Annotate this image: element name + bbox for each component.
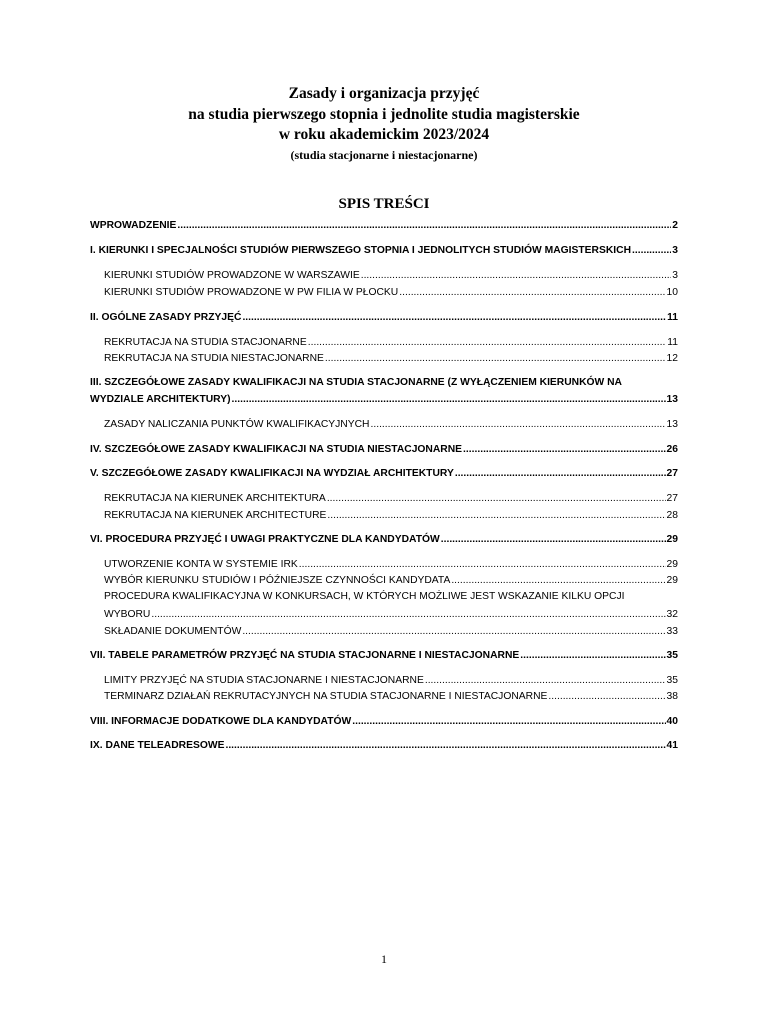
toc-heading: SPIS TREŚCI xyxy=(338,196,430,212)
toc-entry-page: 27 xyxy=(666,493,678,504)
toc-leader-dots xyxy=(463,443,665,457)
toc-entry-rekrutacja-stacjonarne[interactable] xyxy=(104,336,678,350)
toc-entry-text: REKRUTACJA NA KIERUNEK ARCHITECTURE xyxy=(104,510,327,521)
toc-entry-page: 29 xyxy=(666,534,678,545)
toc-entry-procedura-line-1: PROCEDURA KWALIFIKACYJNA W KONKURSACH, W KTÓRYCH MOŻLIWE JEST WSKAZANIE KILKU OPCJI xyxy=(104,591,625,602)
toc-entry-rekrutacja-architektura[interactable] xyxy=(104,492,678,506)
toc-leader-dots xyxy=(327,492,666,506)
toc-entry-section-8[interactable] xyxy=(90,715,678,729)
toc-entry-text: WYBORU xyxy=(104,609,151,620)
toc-entry-text: I. KIERUNKI I SPECJALNOŚCI STUDIÓW PIERWSZEGO STOPNIA I JEDNOLITYCH STUDIÓW MAGISTERSKICH xyxy=(90,245,632,256)
toc-leader-dots xyxy=(455,467,666,481)
toc-entry-kierunki-plock[interactable] xyxy=(104,286,678,300)
document-title-line-2: na studia pierwszego stopnia i jednolite studia magisterskie xyxy=(188,105,580,123)
toc-entry-skladanie-dokumentow[interactable] xyxy=(104,625,678,639)
toc-entry-page: 12 xyxy=(666,353,678,364)
toc-entry-text: V. SZCZEGÓŁOWE ZASADY KWALIFIKACJI NA WYDZIAŁ ARCHITEKTURY xyxy=(90,468,454,479)
toc-entry-section-1[interactable] xyxy=(90,244,678,258)
toc-entry-section-6[interactable] xyxy=(90,533,678,547)
toc-entry-text: UTWORZENIE KONTA W SYSTEMIE IRK xyxy=(104,559,298,570)
toc-entry-text: IX. DANE TELEADRESOWE xyxy=(90,740,225,751)
document-title-line-3: w roku akademickim 2023/2024 xyxy=(278,126,490,143)
toc-entry-page: 35 xyxy=(666,675,678,686)
toc-entry-section-7[interactable] xyxy=(90,649,678,663)
toc-leader-dots xyxy=(425,674,666,688)
toc-entry-page: 13 xyxy=(666,419,678,430)
toc-entry-section-5[interactable] xyxy=(90,467,678,481)
toc-leader-dots xyxy=(327,509,665,523)
toc-leader-dots xyxy=(151,608,665,622)
toc-entry-page: 26 xyxy=(666,444,678,455)
toc-entry-wybor-kierunku[interactable] xyxy=(104,574,678,588)
toc-entry-text: REKRUTACJA NA STUDIA STACJONARNE xyxy=(104,337,307,348)
toc-entry-section-9[interactable] xyxy=(90,739,678,753)
toc-entry-page: 40 xyxy=(666,716,678,727)
toc-entry-text: REKRUTACJA NA STUDIA NIESTACJONARNE xyxy=(104,353,324,364)
toc-entry-text: SKŁADANIE DOKUMENTÓW xyxy=(104,626,242,637)
toc-entry-kierunki-warszawa[interactable] xyxy=(104,269,678,283)
toc-entry-page: 13 xyxy=(666,394,678,405)
toc-entry-text: VIII. INFORMACJE DODATKOWE DLA KANDYDATÓW xyxy=(90,716,352,727)
toc-entry-page: 3 xyxy=(672,245,678,256)
toc-entry-page: 11 xyxy=(667,312,678,323)
toc-entry-page: 29 xyxy=(666,559,678,570)
toc-entry-text: LIMITY PRZYJĘĆ NA STUDIA STACJONARNE I NIESTACJONARNE xyxy=(104,675,424,686)
toc-leader-dots xyxy=(308,336,667,350)
toc-leader-dots xyxy=(325,352,666,366)
toc-leader-dots xyxy=(548,690,665,704)
toc-leader-dots xyxy=(299,558,666,572)
document-title-line-1: Zasady i organizacja przyjęć xyxy=(288,85,480,102)
toc-entry-page: 41 xyxy=(666,740,678,751)
toc-leader-dots xyxy=(451,574,665,588)
toc-entry-page: 35 xyxy=(666,650,678,661)
toc-entry-text: ZASADY NALICZANIA PUNKTÓW KWALIFIKACYJNYCH xyxy=(104,419,370,430)
toc-entry-text: II. OGÓLNE ZASADY PRZYJĘĆ xyxy=(90,312,242,323)
toc-entry-text: VII. TABELE PARAMETRÓW PRZYJĘĆ NA STUDIA STACJONARNE I NIESTACJONARNE xyxy=(90,650,520,661)
toc-leader-dots xyxy=(177,219,671,233)
toc-entry-utworzenie-konta[interactable] xyxy=(104,558,678,572)
toc-entry-zasady-naliczania[interactable] xyxy=(104,418,678,432)
toc-entry-section-4[interactable] xyxy=(90,443,678,457)
toc-entry-text: WPROWADZENIE xyxy=(90,220,177,231)
document-subtitle: (studia stacjonarne i niestacjonarne) xyxy=(290,147,478,162)
toc-entry-text: VI. PROCEDURA PRZYJĘĆ I UWAGI PRAKTYCZNE DLA KANDYDATÓW xyxy=(90,534,440,545)
toc-leader-dots xyxy=(441,533,666,547)
toc-leader-dots xyxy=(370,418,665,432)
toc-entry-text: KIERUNKI STUDIÓW PROWADZONE W WARSZAWIE xyxy=(104,270,360,281)
toc-entry-rekrutacja-architecture[interactable] xyxy=(104,509,678,523)
toc-entry-section-3-line-1: III. SZCZEGÓŁOWE ZASADY KWALIFIKACJI NA STUDIA STACJONARNE (Z WYŁĄCZENIEM KIERUNKÓW NA xyxy=(90,377,622,388)
toc-entry-wprowadzenie[interactable] xyxy=(90,219,678,233)
toc-leader-dots xyxy=(242,625,665,639)
toc-entry-page: 33 xyxy=(666,626,678,637)
toc-entry-limity-przyjec[interactable] xyxy=(104,674,678,688)
toc-entry-text: TERMINARZ DZIAŁAŃ REKRUTACYJNYCH NA STUDIA STACJONARNE I NIESTACJONARNE xyxy=(104,691,548,702)
page-number: 1 xyxy=(381,952,387,966)
toc-entry-page: 32 xyxy=(666,609,678,620)
toc-leader-dots xyxy=(632,244,671,258)
toc-entry-page: 10 xyxy=(666,287,678,298)
toc-leader-dots xyxy=(225,739,665,753)
toc-entry-page: 38 xyxy=(666,691,678,702)
toc-entry-page: 11 xyxy=(667,337,678,348)
toc-entry-section-3[interactable] xyxy=(90,393,678,407)
toc-leader-dots xyxy=(242,311,666,325)
toc-entry-section-2[interactable] xyxy=(90,311,678,325)
toc-entry-text: WYBÓR KIERUNKU STUDIÓW I PÓŹNIEJSZE CZYNNOŚCI KANDYDATA xyxy=(104,575,451,586)
toc-entry-rekrutacja-niestacjonarne[interactable] xyxy=(104,352,678,366)
toc-leader-dots xyxy=(361,269,672,283)
toc-entry-page: 3 xyxy=(672,270,678,281)
toc-entry-page: 29 xyxy=(666,575,678,586)
toc-entry-page: 2 xyxy=(672,220,678,231)
toc-entry-text: KIERUNKI STUDIÓW PROWADZONE W PW FILIA W PŁOCKU xyxy=(104,287,399,298)
toc-leader-dots xyxy=(232,393,666,407)
toc-entry-terminarz[interactable] xyxy=(104,690,678,704)
toc-leader-dots xyxy=(399,286,665,300)
toc-leader-dots xyxy=(352,715,665,729)
toc-entry-page: 27 xyxy=(666,468,678,479)
toc-entry-text: REKRUTACJA NA KIERUNEK ARCHITEKTURA xyxy=(104,493,326,504)
toc-entry-page: 28 xyxy=(666,510,678,521)
toc-entry-procedura-kwalifikacyjna[interactable] xyxy=(104,608,678,622)
toc-entry-text: WYDZIALE ARCHITEKTURY) xyxy=(90,394,231,405)
toc-entry-text: IV. SZCZEGÓŁOWE ZASADY KWALIFIKACJI NA STUDIA NIESTACJONARNE xyxy=(90,444,463,455)
toc-leader-dots xyxy=(520,649,665,663)
